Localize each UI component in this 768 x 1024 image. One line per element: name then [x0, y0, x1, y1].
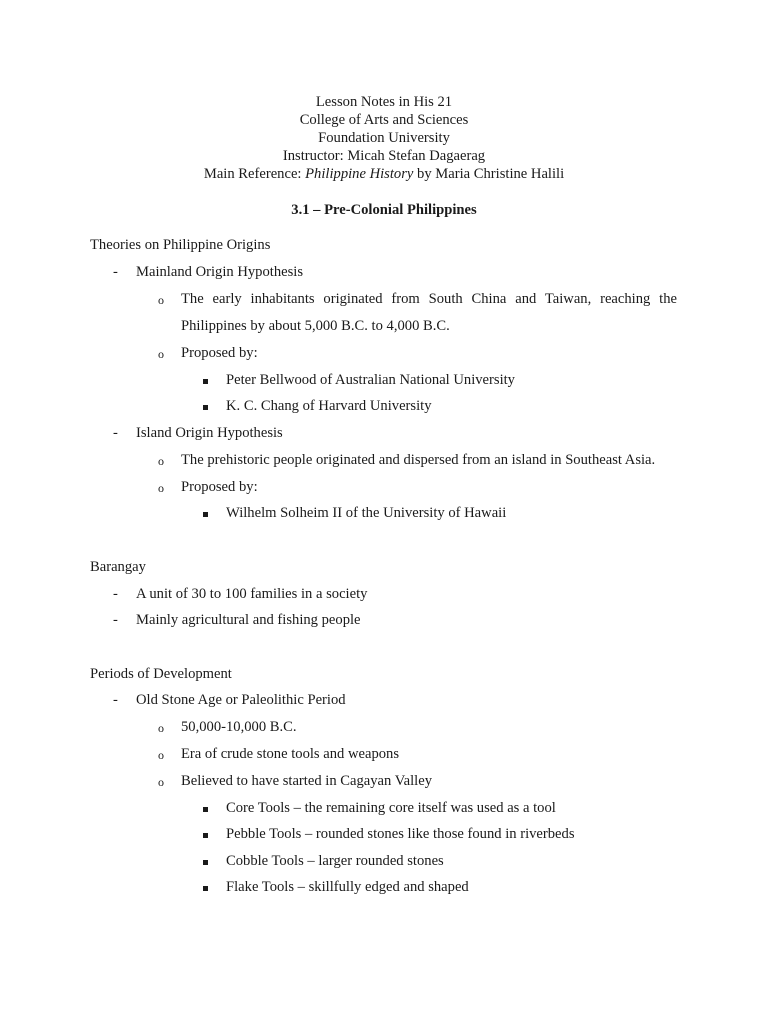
- barangay-item: A unit of 30 to 100 families in a society: [136, 586, 368, 602]
- square-bullet: [203, 878, 208, 896]
- proponent-item: Peter Bellwood of Australian National University: [226, 372, 515, 388]
- tool-item: Cobble Tools – larger rounded stones: [226, 853, 444, 869]
- tool-item: Pebble Tools – rounded stones like those found in riverbeds: [226, 826, 575, 842]
- reference-prefix: Main Reference:: [203, 166, 306, 182]
- proponent-item: K. C. Chang of Harvard University: [226, 398, 432, 414]
- island-hypothesis-label: Island Origin Hypothesis: [136, 425, 283, 441]
- main-reference-line: [0, 165, 768, 183]
- circle-bullet: o: [158, 748, 164, 762]
- island-proposed-label: Proposed by:: [181, 479, 258, 495]
- island-description: The prehistoric people originated and dispersed from an island in Southeast Asia.: [181, 452, 656, 468]
- tool-item: Flake Tools – skillfully edged and shaped: [226, 879, 469, 895]
- dash-marker: -: [113, 425, 118, 441]
- circle-bullet: o: [158, 481, 164, 495]
- dash-marker: -: [113, 692, 118, 708]
- instructor-line: Instructor: Micah Stefan Dagaerag: [282, 148, 486, 164]
- dash-marker: -: [113, 586, 118, 602]
- barangay-item: Mainly agricultural and fishing people: [136, 612, 361, 628]
- circle-bullet: o: [158, 293, 164, 307]
- old-stone-age-label: Old Stone Age or Paleolithic Period: [136, 692, 346, 708]
- theories-heading: Theories on Philippine Origins: [90, 237, 271, 253]
- circle-bullet: o: [158, 454, 164, 468]
- square-bullet: [203, 799, 208, 817]
- period-point: 50,000-10,000 B.C.: [181, 719, 297, 735]
- circle-bullet: o: [158, 775, 164, 789]
- section-title: 3.1 – Pre-Colonial Philippines: [291, 202, 477, 218]
- square-bullet: [203, 371, 208, 389]
- university-name: Foundation University: [318, 130, 450, 146]
- period-point: Believed to have started in Cagayan Valley: [181, 773, 432, 789]
- document-header: [0, 93, 768, 183]
- circle-bullet: o: [158, 347, 164, 361]
- square-bullet: [203, 397, 208, 415]
- dash-marker: -: [113, 612, 118, 628]
- square-bullet: [203, 504, 208, 522]
- barangay-heading: Barangay: [90, 559, 146, 575]
- square-bullet: [203, 852, 208, 870]
- college-name: College of Arts and Sciences: [299, 112, 469, 128]
- mainland-proposed-label: Proposed by:: [181, 345, 258, 361]
- mainland-hypothesis-label: Mainland Origin Hypothesis: [136, 264, 304, 280]
- square-bullet: [203, 825, 208, 843]
- period-point: Era of crude stone tools and weapons: [181, 746, 400, 762]
- circle-bullet: o: [158, 721, 164, 735]
- tool-item: Core Tools – the remaining core itself was used as a tool: [226, 800, 556, 816]
- mainland-description-line2: Philippines by about 5,000 B.C. to 4,000 B.C.: [181, 318, 450, 334]
- proponent-item: Wilhelm Solheim II of the University of Hawaii: [226, 505, 507, 521]
- reference-author: by Maria Christine Halili: [413, 166, 565, 182]
- course-title: Lesson Notes in His 21: [315, 94, 453, 110]
- dash-marker: -: [113, 264, 118, 280]
- periods-heading: Periods of Development: [90, 666, 232, 682]
- reference-book-title: Philippine History: [305, 166, 414, 182]
- mainland-description-line1: The early inhabitants originated from South China and Taiwan, reaching the: [181, 291, 677, 307]
